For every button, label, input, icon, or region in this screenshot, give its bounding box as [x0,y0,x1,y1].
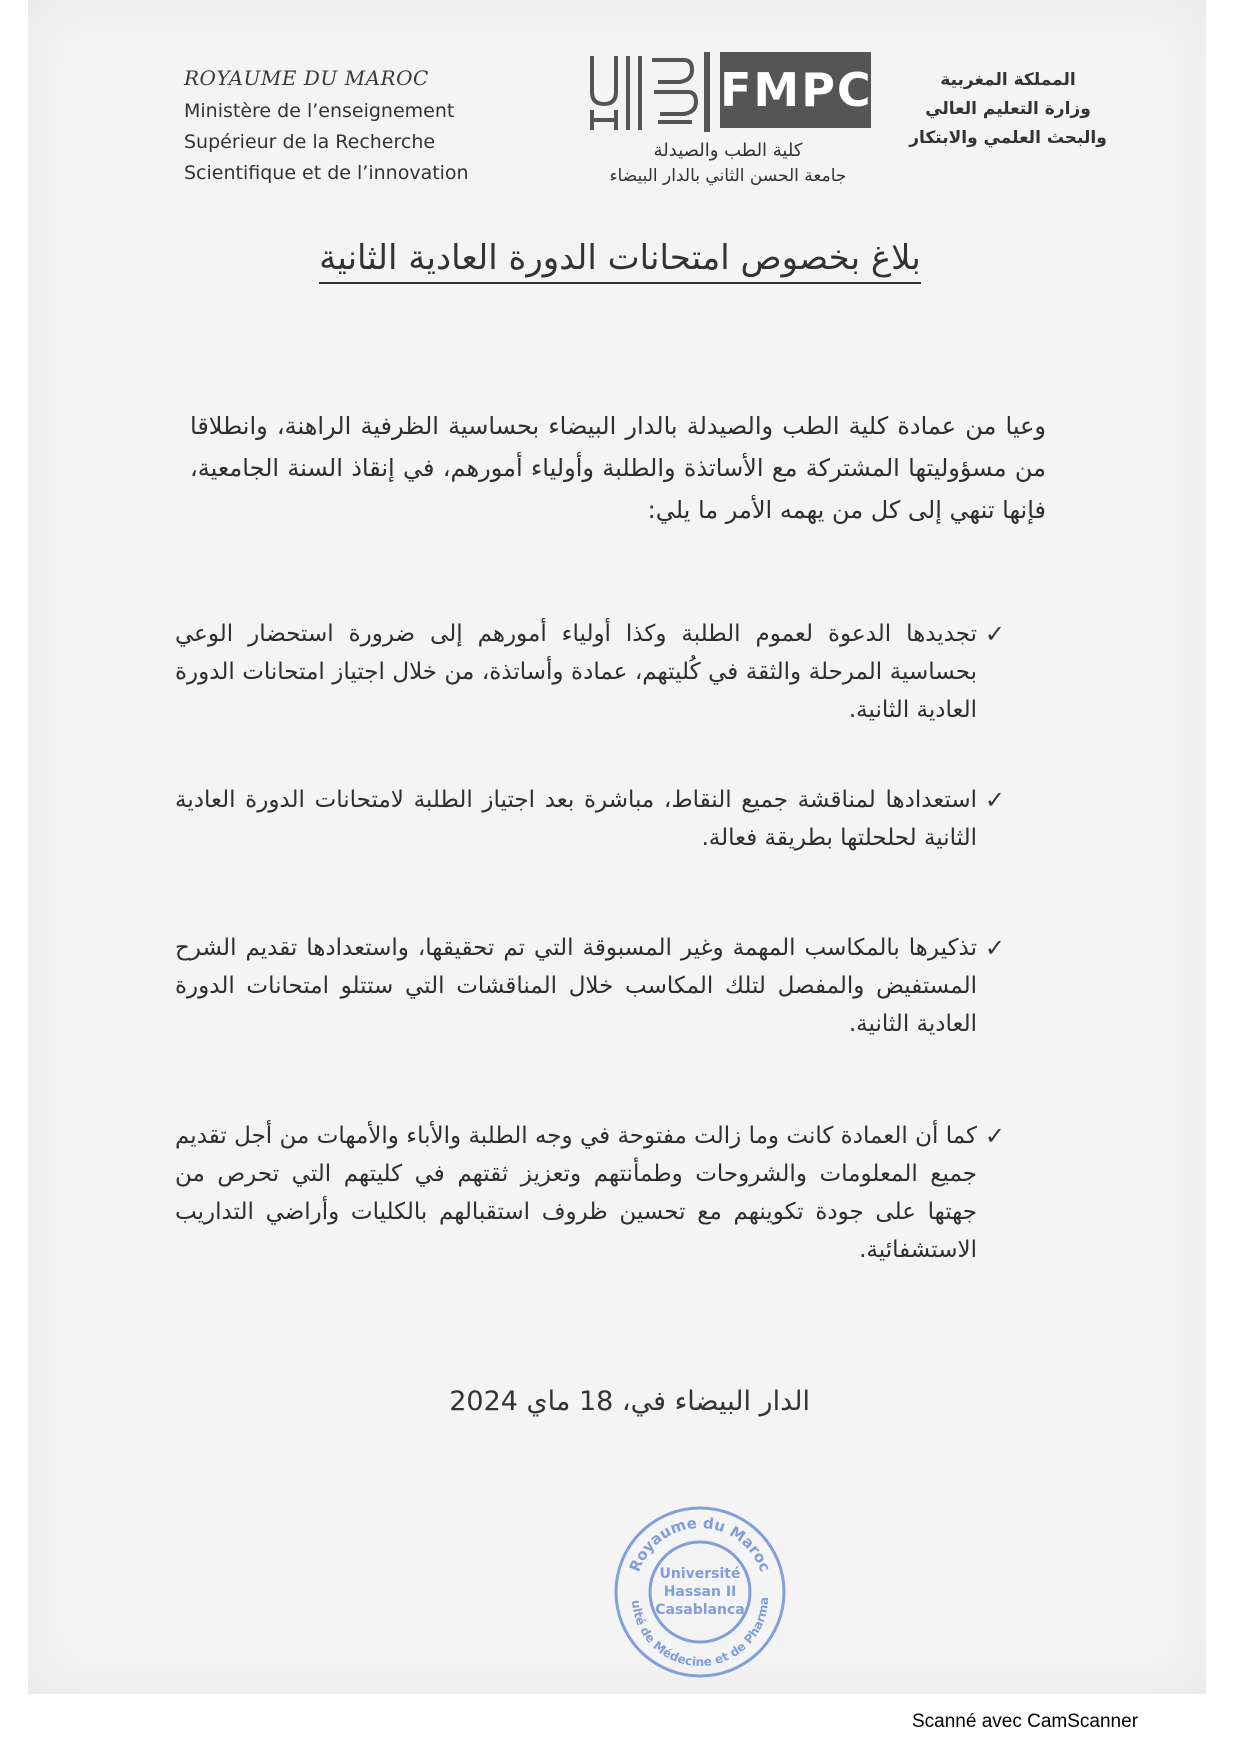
ministry-line-2: Supérieur de la Recherche [184,131,436,153]
ministry-ar-line-2: والبحث العلمي والابتكار [909,128,1107,148]
header-right-block [908,66,1108,153]
document-date: الدار البيضاء في، 18 ماي 2024 [449,1386,810,1417]
kingdom-name-ar: المملكة المغربية [940,70,1076,90]
bullet-item [175,615,1005,729]
bullet-text: تذكيرها بالمكاسب المهمة وغير المسبوقة التي تم تحقيقها، واستعدادها تقديم الشرح المستفيض والمفصل لتلك المكاسب خلال المناقشات التي ستتلو امتحانات الدورة العادية الثانية. [175,935,977,1037]
stamp-lower-text: ulté de Médecine et de Pharma [628,1596,772,1670]
scanner-footer: Scanné avec CamScanner [912,1711,1139,1732]
document-title [200,238,1040,278]
faculty-name-ar: كلية الطب والصيدلة [653,140,803,161]
ministry-ar-line-1: وزارة التعليم العالي [925,99,1091,119]
stamp-center-line-2: Hassan II [663,1584,737,1600]
stamp-center-line-3: Casablanca [655,1602,745,1618]
bullet-item [175,1117,1005,1269]
university-emblem-icon [588,52,712,132]
stamp-seal-icon [610,1502,790,1682]
faculty-logo [588,52,888,192]
bullet-text: استعدادها لمناقشة جميع النقاط، مباشرة بعد اجتياز الطلبة لامتحانات الدورة العادية الثانية لحلحلتها بطريقة فعالة. [175,787,977,851]
official-stamp [610,1502,790,1682]
stamp-center-line-1: Université [659,1566,741,1582]
bullet-text: كما أن العمادة كانت وما زالت مفتوحة في وجه الطلبة والأباء والأمهات من أجل تقديم جميع المعلومات والشروحات وطمأنتهم وتعزيز ثقتهم في كليتهم التي تحرص من جهتها على جودة تكوينهم مع تحسين ظروف استقبالهم بالكليات وأراضي التداريب الاستشفائية. [175,1123,977,1263]
bullet-item [175,929,1005,1043]
checkmark-icon: ✓ [984,1122,1005,1150]
checkmark-icon: ✓ [984,620,1005,648]
checkmark-icon: ✓ [984,786,1005,814]
checkmark-icon: ✓ [984,934,1005,962]
intro-paragraph: وعيا من عمادة كلية الطب والصيدلة بالدار البيضاء بحساسية الظرفية الراهنة، وانطلاقا من مسؤوليتها المشتركة مع الأساتذة والطلبة وأولياء أمورهم، في إنقاذ السنة الجامعية، فإنها تنهي إلى كل من يهمه الأمر ما يلي: [190,412,1046,524]
fmpc-logo-text: FMPC [720,52,871,128]
kingdom-name-fr: ROYAUME DU MAROC [184,66,429,90]
stamp-outer-text: Royaume du Maroc [625,1513,775,1575]
header-left-block [184,66,514,189]
university-name-ar: جامعة الحسن الثاني بالدار البيضاء [609,166,847,186]
ministry-line-1: Ministère de l’enseignement [184,100,455,122]
ministry-line-3: Scientifique et de l’innovation [184,162,469,184]
document-title-text: بلاغ بخصوص امتحانات الدورة العادية الثانية [319,238,921,284]
bullet-text: تجديدها الدعوة لعموم الطلبة وكذا أولياء أمورهم إلى ضرورة استحضار الوعي بحساسية المرحلة والثقة في كُليتهم، عمادة وأساتذة، من خلال اجتياز امتحانات الدورة العادية الثانية. [175,621,977,723]
bullet-item [175,781,1005,857]
